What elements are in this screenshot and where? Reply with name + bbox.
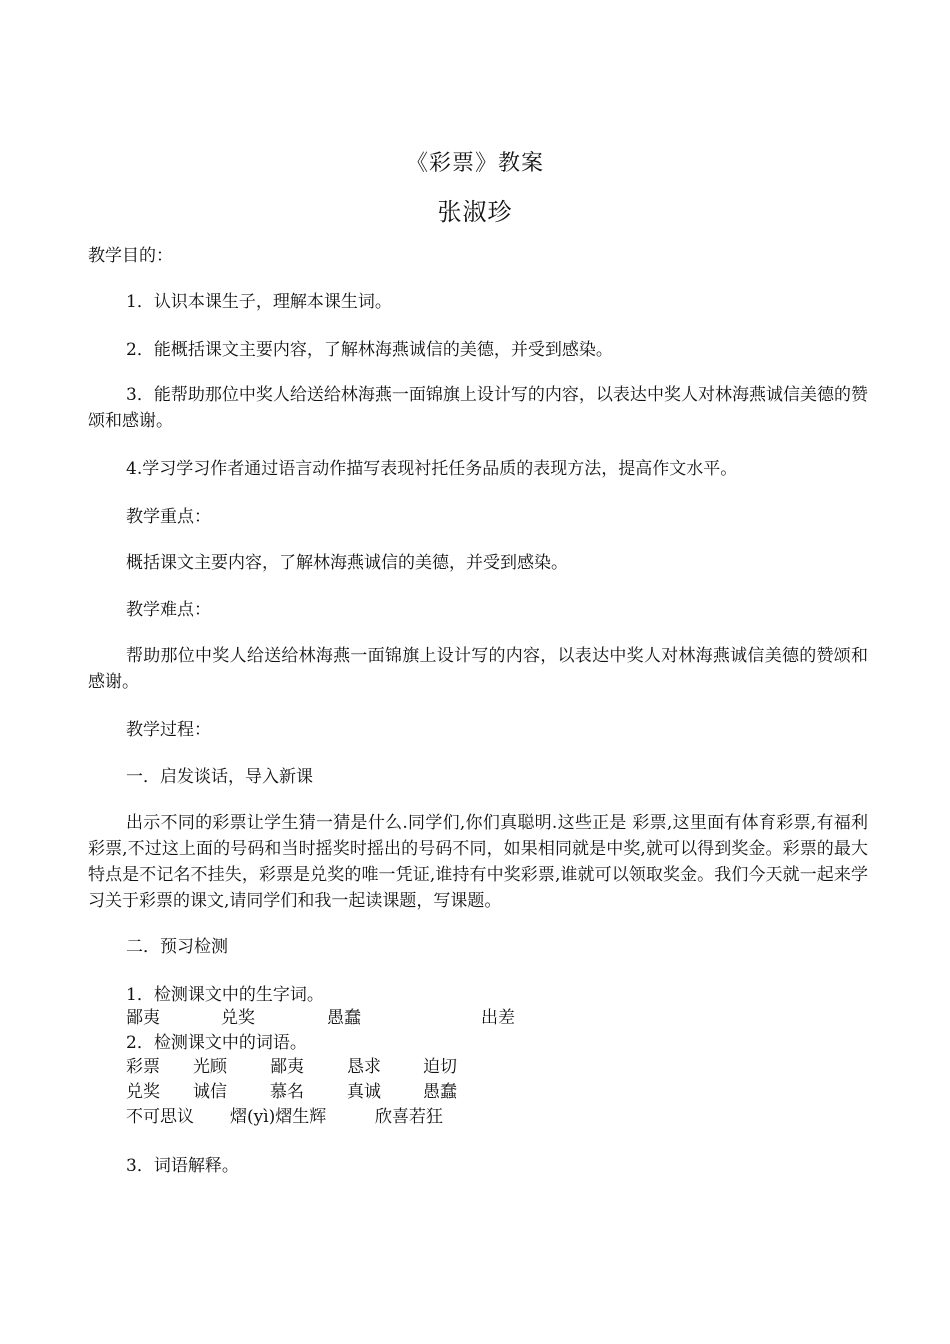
check2-word-row: [0, 1105, 950, 1129]
objective-item: 4.学习学习作者通过语言动作描写表现衬托任务品质的表现方法，提高作文水平。: [126, 459, 738, 479]
vocab-word: 愚蠢: [327, 1008, 361, 1028]
step1-heading: 一．启发谈话，导入新课: [126, 767, 313, 787]
vocab-word: 愚蠢: [423, 1082, 457, 1102]
check3-label: 3．词语解释。: [126, 1156, 239, 1176]
check1-word-row: [0, 1006, 950, 1030]
vocab-word: 出差: [481, 1008, 515, 1028]
step1-text: 出示不同的彩票让学生猜一猜是什么.同学们,你们真聪明.这些正是 彩票,这里面有体育彩票,有福利彩票,不过这上面的号码和当时摇奖时摇出的号码不同，如果相同就是中奖,就可以得到奖金。彩票的最大特点是不记名不挂失，彩票是兑奖的唯一凭证,谁持有中奖彩票,谁就可以领取奖金。我们今天就一起来学习关于彩票的课文,请同学们和我一起读课题，写课题。: [88, 813, 868, 911]
key-point-heading: 教学重点：: [126, 507, 211, 527]
vocab-word: 光顾: [193, 1057, 227, 1077]
check2-word-row: [0, 1080, 950, 1104]
check2-label: 2．检测课文中的词语。: [126, 1033, 307, 1053]
vocab-word: 迫切: [423, 1057, 457, 1077]
vocab-word: 熠(yì)熠生辉: [230, 1107, 327, 1127]
difficulty-heading: 教学难点：: [126, 600, 211, 620]
vocab-word: 彩票: [126, 1057, 160, 1077]
vocab-word: 慕名: [270, 1082, 304, 1102]
objectives-heading: 教学目的：: [88, 246, 173, 266]
document-title: 《彩票》教案: [405, 151, 544, 176]
objective-item: 1．认识本课生子，理解本课生词。: [126, 292, 392, 312]
vocab-word: 恳求: [347, 1057, 381, 1077]
difficulty-text: 帮助那位中奖人给送给林海燕一面锦旗上设计写的内容，以表达中奖人对林海燕诚信美德的赞颂和感谢。: [88, 646, 868, 692]
process-heading: 教学过程：: [126, 720, 211, 740]
key-point-text: 概括课文主要内容，了解林海燕诚信的美德，并受到感染。: [126, 553, 568, 573]
vocab-word: 兑奖: [126, 1082, 160, 1102]
document-author: 张淑珍: [437, 198, 513, 226]
check1-label: 1．检测课文中的生字词。: [126, 985, 324, 1005]
vocab-word: 不可思议: [126, 1107, 194, 1127]
vocab-word: 诚信: [193, 1082, 227, 1102]
objective-item: 2．能概括课文主要内容，了解林海燕诚信的美德，并受到感染。: [126, 340, 613, 360]
vocab-word: 鄙夷: [270, 1057, 304, 1077]
step2-heading: 二．预习检测: [126, 937, 228, 957]
vocab-word: 真诚: [347, 1082, 381, 1102]
vocab-word: 兑奖: [221, 1008, 255, 1028]
vocab-word: 鄙夷: [126, 1008, 160, 1028]
objective-item: 3．能帮助那位中奖人给送给林海燕一面锦旗上设计写的内容，以表达中奖人对林海燕诚信美德的赞颂和感谢。: [88, 385, 868, 431]
vocab-word: 欣喜若狂: [375, 1107, 443, 1127]
check2-word-row: [0, 1055, 950, 1079]
